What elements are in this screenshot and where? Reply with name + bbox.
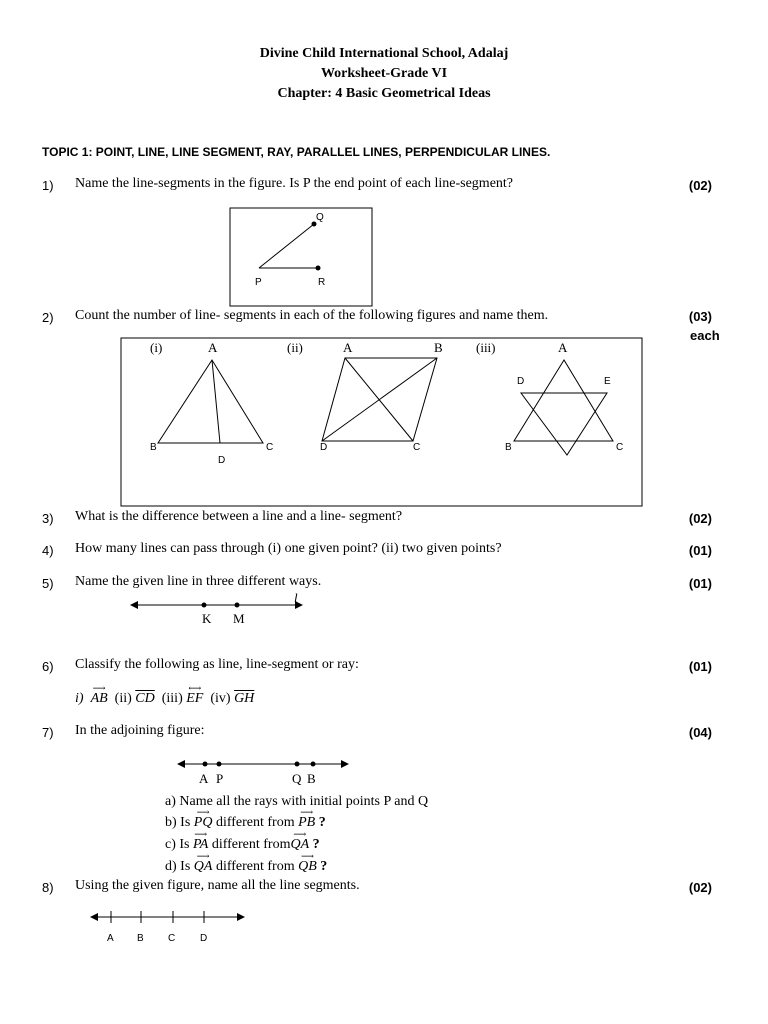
question-8-text: Using the given figure, name all the line segments. (75, 878, 360, 893)
q7-part-b-middle: different from (212, 815, 299, 830)
question-4-text: How many lines can pass through (i) one given point? (ii) two given points? (75, 541, 502, 556)
arrow-right-icon (237, 913, 245, 921)
point-a (203, 762, 208, 767)
q7-part-c-prefix: c) Is (165, 837, 193, 852)
question-5-text: Name the given line in three different ways. (75, 574, 322, 589)
ray-arrow-icon: ⟶ (300, 851, 314, 861)
fig2-ii-b: B (434, 340, 443, 355)
vector-pq-text: PQ (193, 815, 213, 830)
fig2-i-d: D (218, 455, 226, 466)
label-a: A (107, 933, 114, 944)
worksheet-title: Worksheet-Grade VI (320, 66, 448, 81)
segment-pq (259, 224, 314, 268)
label-p: P (255, 277, 262, 288)
label-a: A (199, 771, 209, 786)
chapter-title: Chapter: 4 Basic Geometrical Ideas (277, 86, 491, 101)
vector-ab (90, 683, 108, 707)
fig2-i-b: B (150, 442, 157, 453)
vector-pa-text: PA (193, 837, 209, 852)
segment-cd (135, 691, 154, 707)
question-8-marks: (02) (688, 880, 712, 895)
question-1-marks: (02) (688, 178, 712, 193)
label-c: C (168, 933, 176, 944)
fig2-i-a: A (208, 340, 218, 355)
vector-qa (193, 851, 213, 875)
q7-part-c (165, 829, 320, 853)
fig2-iii-d: D (517, 376, 525, 387)
fig2-iii-label: (iii) (476, 340, 496, 355)
topic-heading: TOPIC 1: POINT, LINE, LINE SEGMENT, RAY, PARALLEL LINES, PERPENDICULAR LINES. (42, 145, 551, 159)
figure-2-iii (476, 340, 623, 455)
question-8-number: 8) (42, 880, 54, 895)
question-2-text: Count the number of line- segments in each of the following figures and name them. (75, 308, 549, 323)
question-2-marks: (03) (688, 309, 712, 324)
point-k (202, 603, 207, 608)
point-m (235, 603, 240, 608)
label-r: R (318, 277, 326, 288)
ray-arrow-icon: ⟶ (196, 851, 210, 861)
point-p (217, 762, 222, 767)
label-b: B (307, 771, 316, 786)
fig2-i-label: (i) (150, 340, 163, 355)
arrow-left-icon (90, 913, 98, 921)
school-name: Divine Child International School, Adalaj (259, 46, 509, 61)
q7-part-b-prefix: b) Is (165, 815, 194, 830)
question-5-number: 5) (42, 576, 54, 591)
vector-qa-text: QA (290, 837, 310, 852)
question-6-items (75, 683, 255, 707)
point-q (295, 762, 300, 767)
question-3-number: 3) (42, 511, 54, 526)
question-6-number: 6) (42, 659, 54, 674)
segment-cd-text: $\overline{CD}$ (135, 691, 155, 706)
segment-gh-text: $\overline{GH}$ (234, 691, 255, 706)
segment-ad (212, 360, 220, 443)
figure-2-ii (287, 340, 443, 453)
question-4-number: 4) (42, 543, 54, 558)
q6-item-ii-prefix: (ii) (114, 691, 132, 706)
point-r (316, 266, 321, 271)
question-3-text: What is the difference between a line and a line- segment? (75, 509, 403, 524)
question-2-number: 2) (42, 310, 54, 325)
fig2-iii-e: E (604, 376, 611, 387)
ray-arrow-icon: ⟶ (300, 807, 314, 817)
triangle-inverted-star (521, 393, 607, 455)
q7-part-d-suffix: ? (316, 859, 328, 874)
question-7-marks: (04) (688, 725, 712, 740)
triangle-abc-star (514, 360, 613, 441)
arrow-right-icon (341, 760, 349, 768)
q7-part-d-middle: different from (212, 859, 299, 874)
q7-part-d-prefix: d) Is (165, 859, 194, 874)
arrow-left-icon (177, 760, 185, 768)
label-d: D (200, 933, 208, 944)
ray-arrow-icon: ⟶ (92, 683, 106, 693)
fig2-iii-a: A (558, 340, 568, 355)
question-6-text: Classify the following as line, line-segment or ray: (75, 657, 359, 672)
label-m: M (233, 611, 245, 626)
question-4-marks: (01) (688, 543, 712, 558)
vector-qb-text: QB (298, 859, 317, 874)
diagonal-bd (322, 358, 437, 441)
fig2-ii-a: A (343, 340, 353, 355)
q6-item-iv-prefix: (iv) (210, 691, 231, 706)
line-ef (186, 683, 204, 707)
fig2-ii-c: C (413, 442, 421, 453)
fig2-ii-d: D (320, 442, 328, 453)
fig2-iii-c: C (616, 442, 624, 453)
question-6-marks: (01) (688, 659, 712, 674)
line-ef-text: EF (186, 691, 204, 706)
figure-2-frame (121, 338, 642, 506)
question-2-marks-note: each (690, 328, 720, 343)
q6-item-i-prefix: i) (75, 691, 84, 706)
fig2-ii-label: (ii) (287, 340, 303, 355)
question-3-marks: (02) (688, 511, 712, 526)
q7-part-c-suffix: ? (309, 837, 320, 852)
vector-ab-text: AB (90, 691, 108, 706)
label-l: l (294, 590, 298, 605)
point-b (311, 762, 316, 767)
figure-5-line (130, 590, 303, 626)
figure-7-line (177, 760, 349, 786)
q6-item-iii-prefix: (iii) (161, 691, 183, 706)
arrow-left-icon (130, 601, 138, 609)
vector-qb (298, 851, 317, 875)
ray-arrow-icon: ⟶ (293, 829, 307, 839)
fig2-iii-b: B (505, 442, 512, 453)
line-arrow-icon: ⟷ (188, 683, 202, 693)
ray-arrow-icon: ⟶ (196, 807, 210, 817)
question-1-number: 1) (42, 178, 54, 193)
question-1-text: Name the line-segments in the figure. Is P the end point of each line-segment? (75, 176, 514, 191)
question-7-text: In the adjoining figure: (75, 723, 205, 738)
question-5-marks: (01) (688, 576, 712, 591)
vector-pb-text: PB (298, 815, 316, 830)
label-q: Q (316, 212, 324, 223)
ray-arrow-icon: ⟶ (194, 829, 208, 839)
fig2-i-c: C (266, 442, 274, 453)
label-b: B (137, 933, 144, 944)
figure-1 (230, 208, 372, 306)
triangle-abc (158, 360, 263, 443)
figure-8-line (90, 911, 245, 944)
figure-1-frame (230, 208, 372, 306)
segment-gh (234, 691, 254, 707)
label-p: P (216, 771, 224, 786)
q7-part-d (165, 851, 328, 875)
q7-part-b-suffix: ? (315, 815, 326, 830)
label-q: Q (292, 771, 302, 786)
vector-qa-text: QA (193, 859, 213, 874)
q7-part-c-middle: different from (208, 837, 291, 852)
q7-part-a: a) Name all the rays with initial points P and Q (165, 794, 429, 809)
label-k: K (202, 611, 212, 626)
figure-2-i (150, 340, 273, 466)
question-7-number: 7) (42, 725, 54, 740)
